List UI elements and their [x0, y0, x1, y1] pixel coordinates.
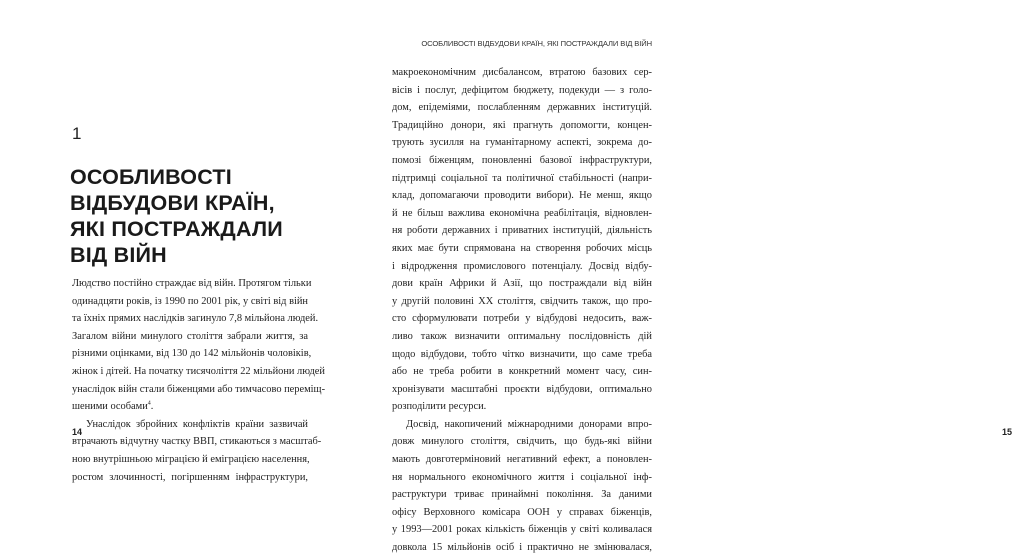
text-line: довж минулого століття, свідчить, що будь-які війни [392, 436, 652, 448]
text-line: трують зусилля на гуманітарному аспекті, зокрема до- [392, 137, 652, 149]
text-line: вісів і послуг, дефіцитом бюджету, подекуди — з голо- [392, 84, 652, 96]
text-line: та їхніх прямих наслідків загинуло 7,8 мільйона людей. [72, 313, 319, 325]
running-header: ОСОБЛИВОСТІ ВІДБУДОВИ КРАЇН, ЯКІ ПОСТРАЖДАЛИ ВІД ВІЙН [421, 39, 652, 48]
text-line: помозі біженцям, поновленні базової інфраструктури, [392, 154, 652, 166]
chapter-title [70, 164, 350, 268]
text-line: клад, допомагаючи проводити вибори). Не менш, якщо [392, 190, 652, 202]
text-line: ною внутрішньою міграцією й еміграцією населення, [72, 453, 310, 465]
text-line: підтримці соціальної та політичної стабільності (напри- [392, 172, 652, 184]
text-line: офісу Верховного комісара ООН у справах біженців, [392, 506, 652, 518]
text-line: раструктури триває принаймні покоління. За даними [392, 489, 652, 501]
text-line: ня нормального економічного життя і соціальної інф- [392, 471, 652, 483]
text-line: яких має бути спрямована на створення робочих місць [392, 242, 652, 254]
body-text-left [72, 275, 326, 486]
text-line: розподілити ресурси. [392, 401, 487, 413]
text-line: ростом злочинності, погіршенням інфраструктури, [72, 471, 308, 483]
text-line: втрачають відчутну частку ВВП, стикаються з масштаб- [72, 436, 322, 448]
text-line: ня роботи державних і приватних інституцій, діяльність [392, 225, 652, 237]
text-line: мають довготерміновий негативний ефект, а поновлен- [392, 454, 652, 466]
text-line: хронізувати масштабні проєкти відбудови, оптимально [392, 383, 652, 395]
text-line: довкола 15 мільйонів осіб і практично не змінювалася, [392, 542, 652, 554]
text-line: щодо відбудови, тобто чітко визначити, що саме треба [392, 348, 652, 360]
text-line: Досвід, накопичений міжнародними донорами впро- [406, 418, 652, 430]
text-line: шеними особами$^4$. [72, 400, 154, 413]
body-text-right [392, 64, 652, 557]
text-line: Людство постійно страждає від війн. Протягом тільки [72, 278, 312, 289]
text-line: й не більш важлива економічна реабілітація, відновлен- [392, 207, 652, 219]
left-page [0, 0, 360, 503]
text-line: у 1993—2001 роках кількість біженців у світі коливалася [392, 524, 652, 536]
page-number: 14 [72, 427, 83, 437]
text-line: одинадцяти років, із 1990 по 2001 рік, у світі від війн [72, 295, 308, 307]
text-line: і відродження промислового потенціалу. Досвід відбу- [392, 260, 652, 272]
page-number: 15 [1002, 427, 1012, 437]
text-line: унаслідок війн стали біженцями або тимчасово переміщ- [72, 383, 326, 395]
text-line: або не треба робити в конкретний момент часу, син- [392, 366, 652, 378]
footnote-reference[interactable]: 4 [147, 400, 151, 407]
text-line: різними оцінками, від 130 до 142 мільйонів чоловіків, [72, 348, 312, 360]
chapter-title-line: ЯКІ ПОСТРАЖДАЛИ [70, 217, 283, 241]
text-line: у другій половині ХХ століття, свідчить також, що про- [392, 295, 652, 307]
text-line: Унаслідок збройних конфліктів країни зазвичай [86, 418, 308, 430]
text-line: Загалом війни минулого століття забрали життя, за [72, 330, 308, 342]
text-line: Традиційно донори, які прагнуть допомогти, концен- [392, 119, 652, 131]
text-line: макроекономічним дисбалансом, втратою базових сер- [392, 67, 652, 78]
chapter-title-line: ОСОБЛИВОСТІ [70, 165, 232, 189]
text-line-content: шеними особами [72, 401, 148, 413]
text-line: сто сформулювати потреби у відбудові недосить, важ- [392, 313, 652, 325]
text-line: ливо також визначити оптимальну послідовність дій [392, 330, 652, 342]
text-line: дом, епідеміями, послабленням державних інституцій. [392, 102, 652, 114]
text-line: дови країн Африки й Азії, що постраждали від війн [392, 278, 652, 290]
chapter-number: 1 [72, 124, 82, 143]
chapter-title-line: ВІДБУДОВИ КРАЇН, [70, 191, 275, 215]
text-line: жінок і дітей. На початку тисячоліття 22 мільйони людей [72, 365, 325, 377]
chapter-title-line: ВІД ВІЙН [70, 243, 167, 267]
